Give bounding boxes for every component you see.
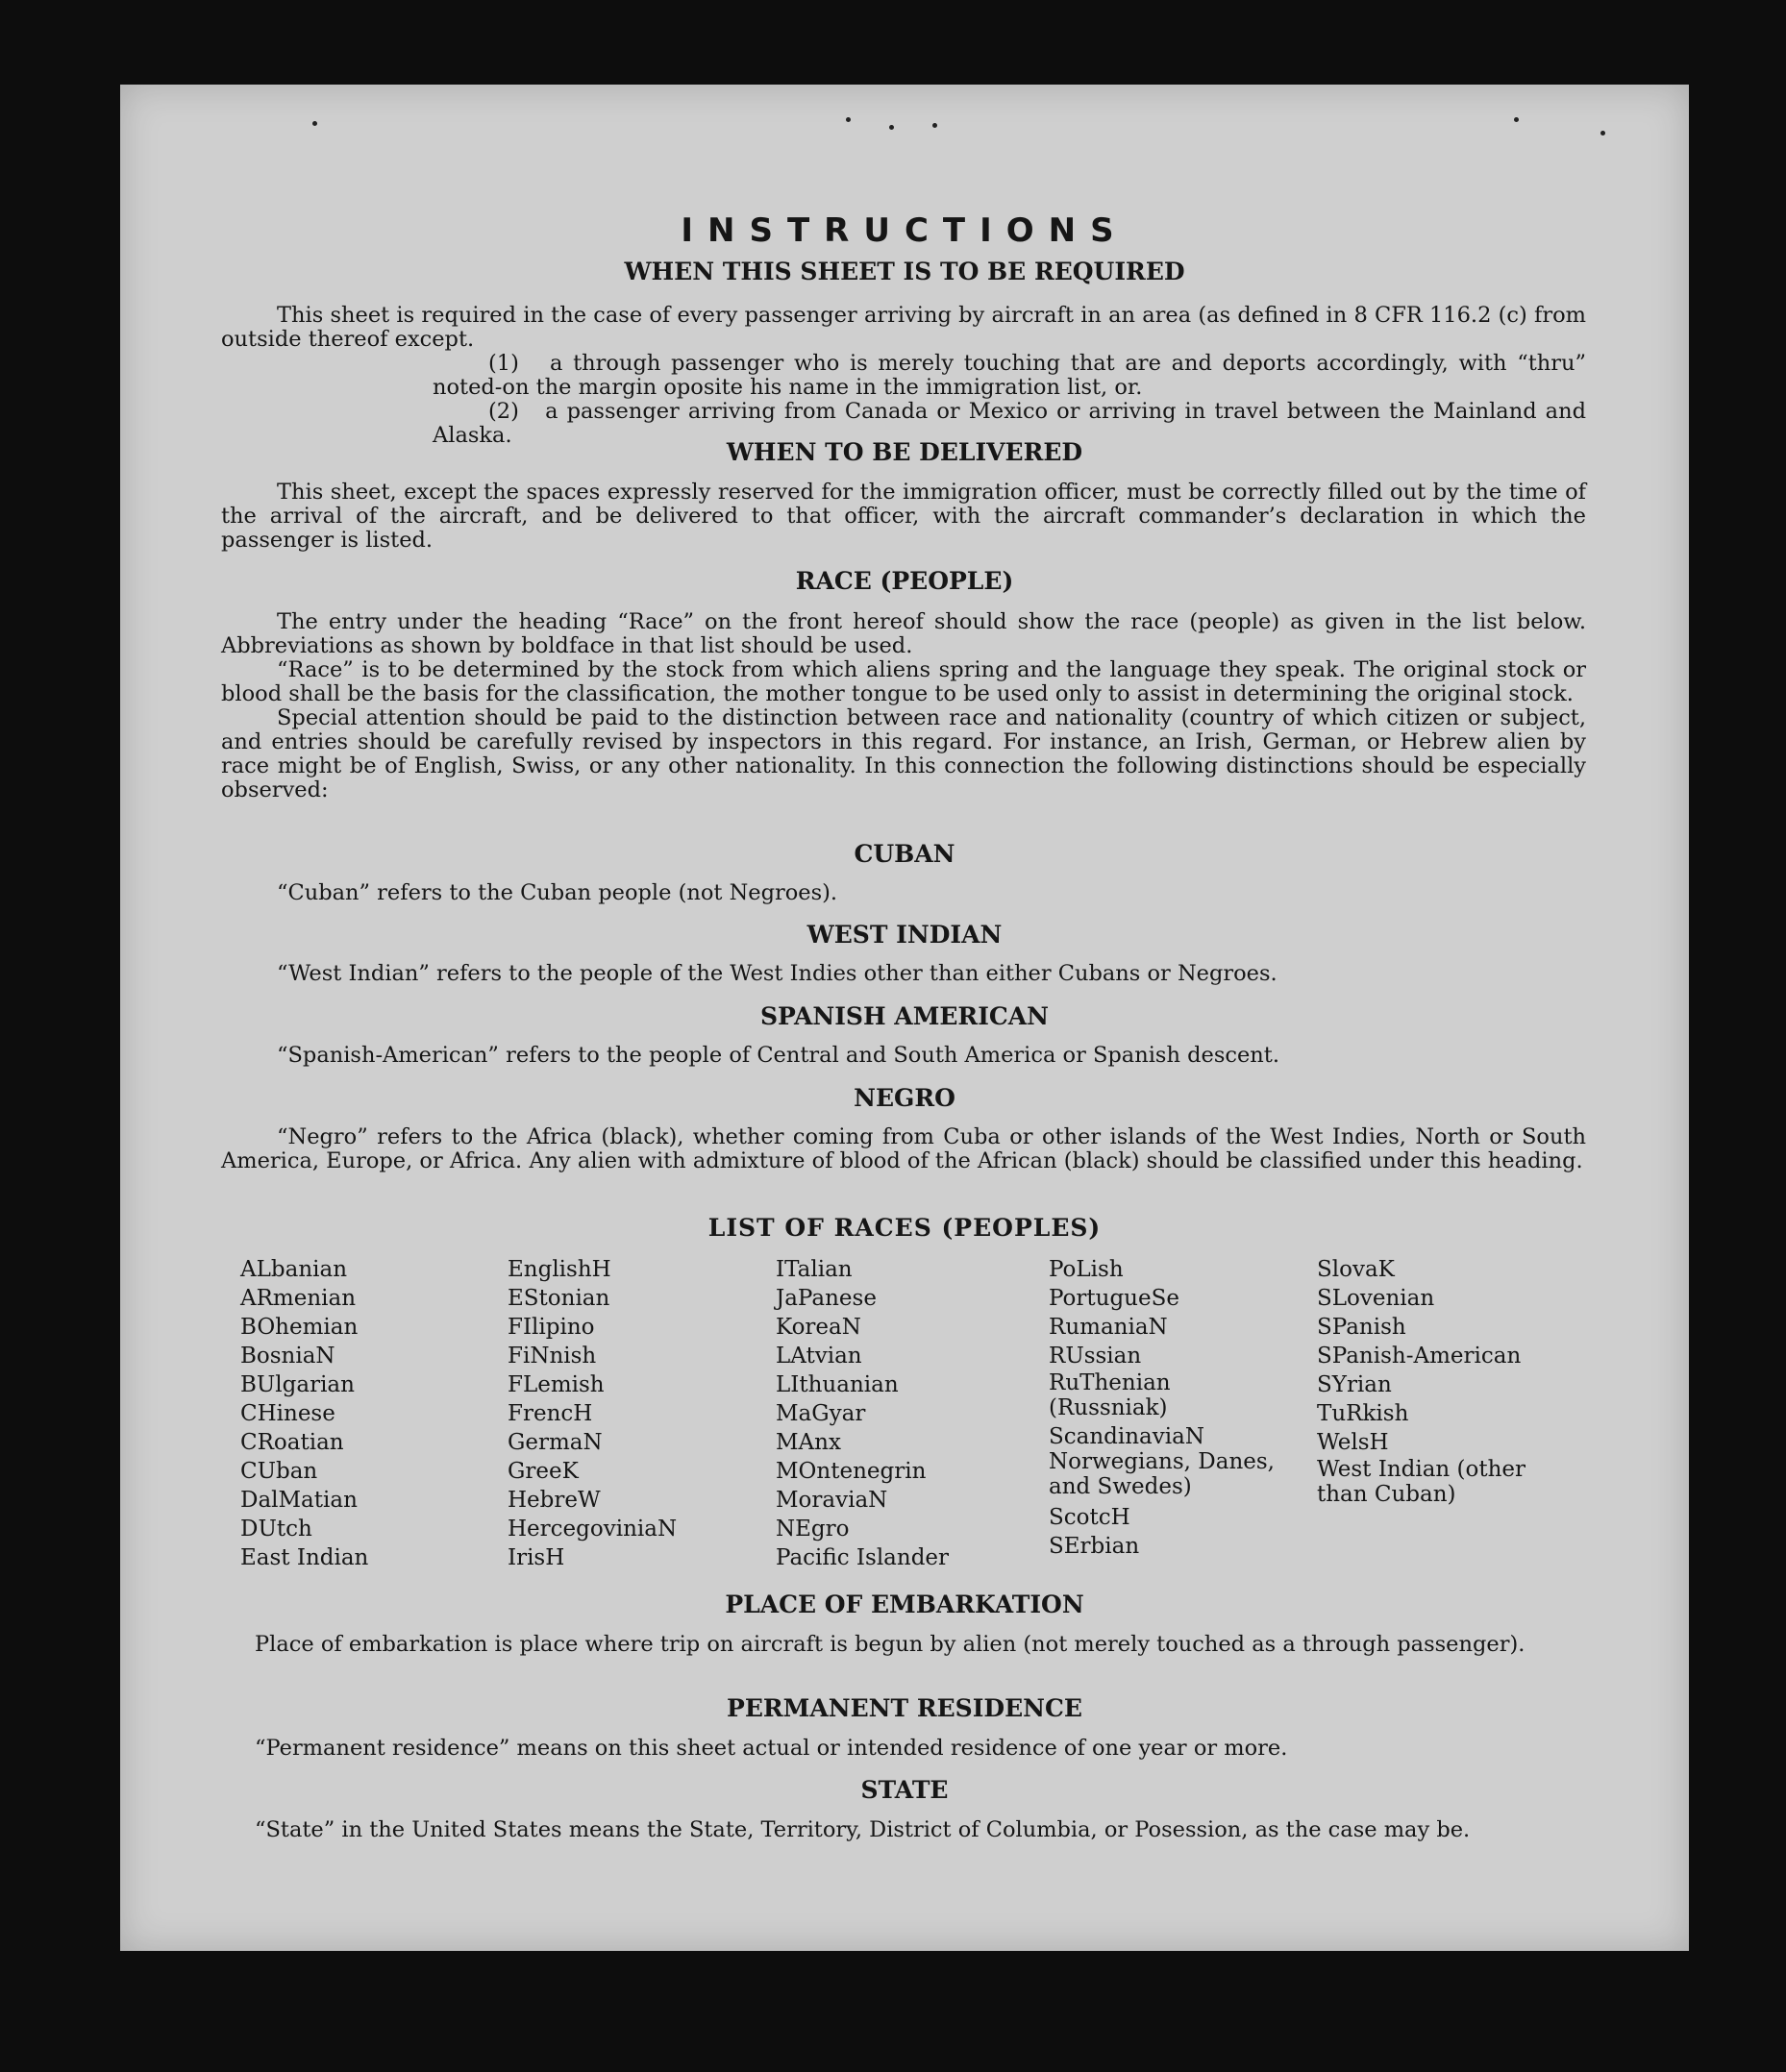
race-item: FIlipino — [508, 1315, 595, 1340]
race-item: RumaniaN — [1049, 1315, 1168, 1340]
race-item: DalMatian — [240, 1488, 358, 1513]
section-required — [221, 304, 1586, 448]
races-column — [1049, 1255, 1289, 1561]
race-item: BosniaN — [240, 1344, 335, 1369]
section-embarkation — [255, 1633, 1586, 1657]
state-paragraph: “State” in the United States means the State, Territory, District of Columbia, or Posession, as the case may be. — [255, 1817, 1471, 1842]
heading-delivered: WHEN TO BE DELIVERED — [726, 438, 1083, 466]
race-item: MAnx — [776, 1430, 841, 1455]
race-item: PoLish — [1049, 1257, 1124, 1282]
race-item: ScandinaviaN Norwegians, Danes, and Swedes) — [1049, 1424, 1275, 1499]
race-item: SPanish-American — [1317, 1344, 1522, 1369]
section-spanish-american — [221, 1044, 1586, 1068]
race-item: FrencH — [508, 1401, 593, 1426]
section-delivered — [221, 481, 1586, 553]
race-item: CRoatian — [240, 1430, 344, 1455]
race-paragraph: Special attention should be paid to the distinction between race and nationality (country of which citizen or subject, and entries should be carefully revised by inspectors in this regard. For instance, an Irish, German, or Hebrew alien by race might be of English, Swiss, or any other nationality. In this connection the following distinctions should be especially observed: — [221, 705, 1586, 802]
race-item: WelsH — [1317, 1430, 1389, 1455]
race-item: GermaN — [508, 1430, 603, 1455]
race-item: ITalian — [776, 1257, 853, 1282]
race-item: FLemish — [508, 1372, 605, 1397]
race-item: SLovenian — [1317, 1286, 1435, 1311]
race-item: EnglishH — [508, 1257, 611, 1282]
race-item: West Indian (other than Cuban) — [1317, 1457, 1526, 1507]
instructions-content — [120, 85, 1689, 1951]
race-item: TuRkish — [1317, 1401, 1409, 1426]
race-item: BOhemian — [240, 1315, 359, 1340]
exception-item: (1) a through passenger who is merely touching that are and deports accordingly, with “thru” noted-on the margin oposite his name in the immigration list, or. — [433, 351, 1586, 400]
race-item: PortugueSe — [1049, 1286, 1179, 1311]
race-item: ScotcH — [1049, 1505, 1130, 1530]
race-paragraph: The entry under the heading “Race” on the front hereof should show the race (people) as given in the list below. Abbreviations as shown by boldface in that list should be used. — [221, 609, 1586, 658]
race-item: ALbanian — [240, 1257, 348, 1282]
race-item: SErbian — [1049, 1534, 1140, 1559]
section-cuban — [221, 881, 1586, 905]
race-item: SPanish — [1317, 1315, 1406, 1340]
negro-paragraph: “Negro” refers to the Africa (black), whether coming from Cuba or other islands of the West Indies, North or South America, Europe, or Africa. Any alien with admixture of blood of the African (black) should be classified under this heading. — [221, 1124, 1586, 1173]
race-item: DUtch — [240, 1517, 312, 1542]
race-item: IrisH — [508, 1545, 565, 1570]
race-item: NEgro — [776, 1517, 850, 1542]
heading-embarkation: PLACE OF EMBARKATION — [725, 1591, 1084, 1618]
race-item: BUlgarian — [240, 1372, 355, 1397]
heading-negro: NEGRO — [854, 1084, 955, 1112]
races-column — [508, 1255, 677, 1572]
heading-residence: PERMANENT RESIDENCE — [727, 1694, 1082, 1722]
race-item: Pacific Islander — [776, 1545, 950, 1570]
race-item: RUssian — [1049, 1344, 1142, 1369]
race-item: RuThenian (Russniak) — [1049, 1370, 1171, 1420]
section-race — [221, 610, 1586, 802]
race-item: KoreaN — [776, 1315, 861, 1340]
race-item: HebreW — [508, 1488, 601, 1513]
race-item: East Indian — [240, 1545, 369, 1570]
section-residence — [255, 1737, 1586, 1761]
heading-spanish-american: SPANISH AMERICAN — [759, 1002, 1050, 1030]
race-item: GreeK — [508, 1459, 579, 1484]
page-title: INSTRUCTIONS — [681, 211, 1129, 250]
race-item: FiNnish — [508, 1344, 597, 1369]
heading-west-indian: WEST INDIAN — [806, 921, 1003, 949]
race-item: LIthuanian — [776, 1372, 899, 1397]
heading-cuban: CUBAN — [854, 840, 955, 868]
required-paragraph: This sheet is required in the case of every passenger arriving by aircraft in an area (as defined in 8 CFR 116.2 (c) from outside thereof except. — [221, 303, 1586, 352]
heading-required: WHEN THIS SHEET IS TO BE REQUIRED — [624, 258, 1185, 285]
race-item: JaPanese — [776, 1286, 877, 1311]
race-item: LAtvian — [776, 1344, 862, 1369]
race-item: MaGyar — [776, 1401, 866, 1426]
spanish-american-paragraph: “Spanish-American” refers to the people of Central and South America or Spanish descent. — [277, 1043, 1279, 1068]
race-item: SlovaK — [1317, 1257, 1395, 1282]
section-state — [255, 1818, 1600, 1842]
embarkation-paragraph: Place of embarkation is place where trip on aircraft is begun by alien (not merely touched as a through passenger). — [255, 1632, 1526, 1657]
races-list-heading: LIST OF RACES (PEOPLES) — [707, 1214, 1102, 1242]
races-column — [240, 1255, 368, 1572]
section-negro — [221, 1125, 1586, 1173]
residence-paragraph: “Permanent residence” means on this sheet actual or intended residence of one year or more. — [255, 1736, 1288, 1761]
races-column — [1317, 1255, 1567, 1511]
document-sheet — [120, 85, 1689, 1951]
race-item: CHinese — [240, 1401, 335, 1426]
race-item: MoraviaN — [776, 1488, 888, 1513]
race-item: HercegoviniaN — [508, 1517, 678, 1542]
heading-state: STATE — [860, 1776, 949, 1804]
race-paragraph: “Race” is to be determined by the stock from which aliens spring and the language they speak. The original stock or blood shall be the basis for the classification, the mother tongue to be used only to assist in determining the original stock. — [221, 657, 1586, 706]
race-item: CUban — [240, 1459, 318, 1484]
races-column — [776, 1255, 949, 1572]
heading-race: RACE (PEOPLE) — [795, 567, 1014, 595]
race-item: EStonian — [508, 1286, 610, 1311]
exception-item: (2) a passenger arriving from Canada or Mexico or arriving in travel between the Mainland and Alaska. — [433, 399, 1586, 448]
cuban-paragraph: “Cuban” refers to the Cuban people (not Negroes). — [277, 880, 838, 905]
race-item: ARmenian — [240, 1286, 357, 1311]
west-indian-paragraph: “West Indian” refers to the people of the West Indies other than either Cubans or Negroes. — [277, 961, 1277, 986]
delivered-paragraph: This sheet, except the spaces expressly reserved for the immigration officer, must be correctly filled out by the time of the arrival of the aircraft, and be delivered to that officer, with the aircraft commander’s declaration in which the passenger is listed. — [221, 480, 1586, 553]
race-item: MOntenegrin — [776, 1459, 927, 1484]
race-item: SYrian — [1317, 1372, 1392, 1397]
section-west-indian — [221, 962, 1586, 986]
